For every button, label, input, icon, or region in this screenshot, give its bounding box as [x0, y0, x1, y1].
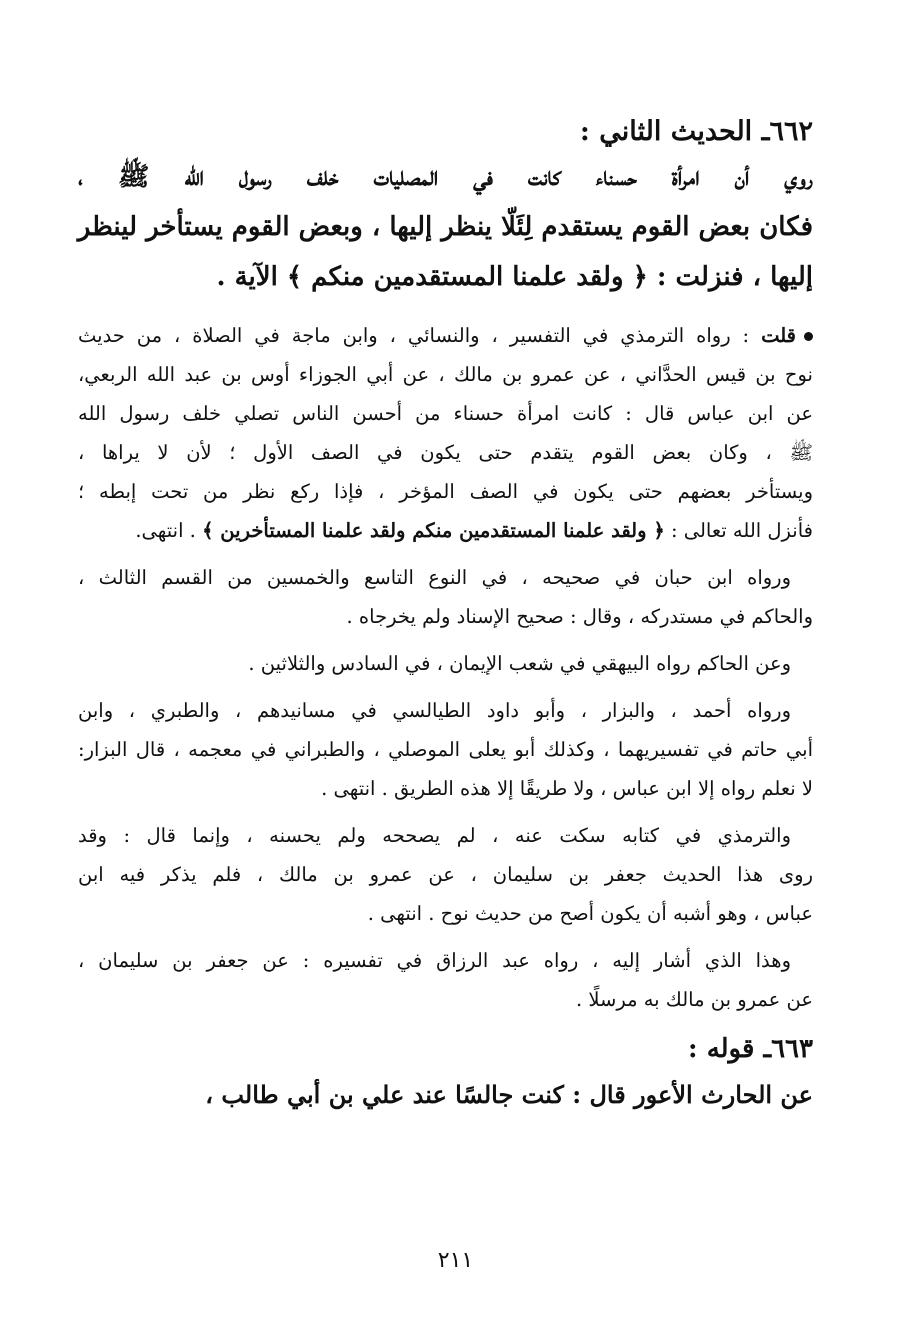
hadith-663-text: عن الحارث الأعور قال : كنت جالسًا عند علي بن أبي طالب ،: [205, 1080, 813, 1109]
commentary-line: لا نعلم رواه إلا ابن عباس ، ولا طريقًا إلا هذه الطريق . انتهى .: [321, 777, 813, 800]
commentary-line: والترمذي في كتابه سكت عنه ، لم يصححه ولم يحسنه ، وإنما قال : وقد: [78, 824, 791, 847]
commentary-line: عن ابن عباس قال : كانت امرأة حسناء من أحسن الناس تصلي خلف رسول الله: [78, 402, 813, 425]
commentary-line: ويستأخر بعضهم حتى يكون في الصف المؤخر ، فإذا ركع نظر من تحت إبطه ؛: [78, 480, 813, 503]
commentary-line: ورواه ابن حبان في صحيحه ، في النوع التاسع والخمسين من القسم الثالث ،: [78, 566, 791, 589]
commentary-line: روى هذا الحديث جعفر بن سليمان ، عن عمرو بن مالك ، فلم يذكر فيه ابن: [78, 863, 813, 886]
commentary-line: وهذا الذي أشار إليه ، رواه عبد الرزاق في تفسيره : عن جعفر بن سليمان ،: [78, 949, 791, 972]
commentary-text: : رواه الترمذي في التفسير ، والنسائي ، وابن ماجة في الصلاة ، من حديث: [78, 324, 750, 347]
page-number: ٢١١: [437, 1248, 474, 1273]
commentary-line: [78, 316, 813, 355]
commentary-paragraph-4: [78, 691, 813, 808]
commentary-line: نوح بن قيس الحدَّاني ، عن عمرو بن مالك ، عن أبي الجوزاء أوس بن عبد الله الربعي،: [78, 363, 813, 386]
commentary-line: عباس ، وهو أشبه أن يكون أصح من حديث نوح . انتهى .: [367, 902, 813, 925]
commentary-line: عن عمرو بن مالك به مرسلًا .: [575, 988, 813, 1011]
commentary-paragraph-2: [78, 558, 813, 636]
commentary-line: [78, 511, 813, 550]
hadith-line: روي أن امرأة حسناء كانت في المصليات خلف رسول الله ﷺ ،: [78, 162, 813, 192]
commentary-line: والحاكم في مستدركه ، وقال : صحيح الإسناد ولم يخرجاه .: [346, 605, 813, 628]
hadith-663-heading: ٦٦٣ـ قوله :: [688, 1034, 813, 1064]
hadith-662-text: [78, 152, 813, 302]
hadith-line: إليها ، فنزلت : ﴿ ولقد علمنا المستقدمين منكم ﴾ الآية .: [216, 262, 813, 292]
qultu-label: قلت: [761, 324, 796, 347]
commentary-line: وعن الحاكم رواه البيهقي في شعب الإيمان ، في السادس والثلاثين .: [248, 652, 791, 675]
commentary-line: ﷺ ، وكان بعض القوم يتقدم حتى يكون في الصف الأول ؛ لأن لا يراها ،: [78, 441, 813, 464]
commentary-line: أبي حاتم في تفسيريهما ، وكذلك أبو يعلى الموصلي ، والطبراني في معجمه ، قال البزار:: [78, 738, 813, 761]
hadith-line: فكان بعض القوم يستقدم لِئَلّا ينظر إليها ، وبعض القوم يستأخر لينظر: [77, 212, 813, 242]
commentary-paragraph-1: [78, 316, 813, 550]
commentary-text: فأنزل الله تعالى :: [670, 519, 813, 542]
quran-quote: ﴿ ولقد علمنا المستقدمين منكم ولقد علمنا المستأخرين ﴾: [202, 519, 665, 542]
commentary-text: . انتهى.: [135, 519, 196, 542]
commentary-line: ورواه أحمد ، والبزار ، وأبو داود الطيالسي في مسانيدهم ، والطبري ، وابن: [78, 699, 791, 722]
book-page: [78, 112, 813, 1117]
bullet-icon: [804, 332, 813, 341]
commentary-paragraph-6: [78, 941, 813, 1019]
commentary-paragraph-5: [78, 816, 813, 933]
hadith-662-heading: ٦٦٢ـ الحديث الثاني :: [579, 116, 813, 147]
commentary-paragraph-3: [78, 644, 813, 683]
